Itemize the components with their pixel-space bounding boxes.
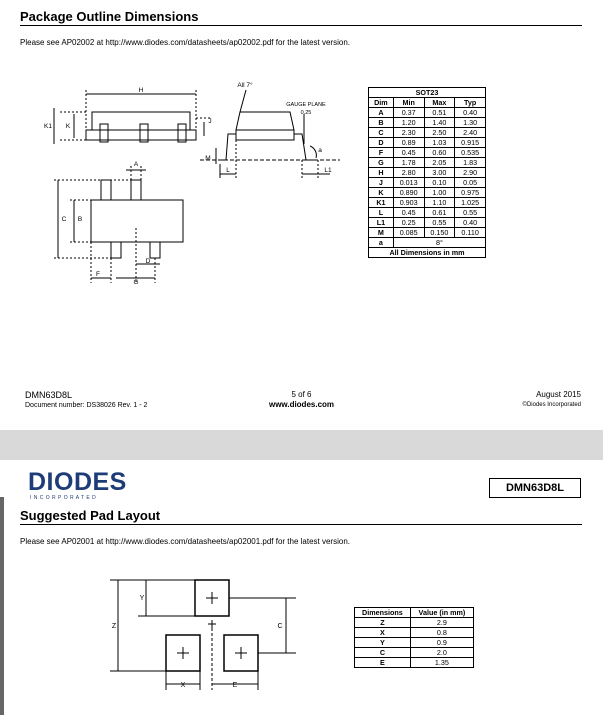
dim-value: 1.20 [393,118,424,128]
title-rule-2 [20,524,582,525]
table-footer-row [369,248,486,258]
table-row [369,108,486,118]
dim-value: 2.9 [410,618,473,628]
dim-value: 0.60 [424,148,455,158]
package-outline-drawing [40,78,350,288]
dim-value: 8° [393,238,485,248]
dim-label-l1: L1 [324,167,332,174]
pad-label-e: E [232,682,238,689]
dim-symbol: Z [355,618,411,628]
pad-label-z: Z [111,623,117,630]
logo-wordmark: DIODES [28,468,127,496]
col-header: Value (in mm) [410,608,473,618]
table-row [369,208,486,218]
table-row [355,658,474,668]
pad-label-x: X [180,682,186,689]
dim-value: 1.10 [424,198,455,208]
angle-note: All 7° [237,82,253,89]
table-row [355,618,474,628]
dim-symbol: E [355,658,411,668]
dim-value: 1.025 [455,198,486,208]
dim-value: 1.03 [424,138,455,148]
table-row [369,178,486,188]
dim-label-c: C [61,216,67,223]
dim-symbol: K1 [369,198,394,208]
dim-label-alpha: a [318,147,322,154]
title-rule [20,25,582,26]
col-header: Dim [369,98,394,108]
dim-value: 2.90 [455,168,486,178]
dim-value: 0.25 [393,218,424,228]
dim-value: 0.915 [455,138,486,148]
dim-value: 2.80 [393,168,424,178]
footer-url: www.diodes.com [268,400,335,409]
dim-symbol: J [369,178,394,188]
table-row [369,158,486,168]
dim-value: 1.30 [455,118,486,128]
diodes-logo [26,466,146,502]
dim-value: 2.30 [393,128,424,138]
dim-value: 0.45 [393,148,424,158]
dim-value: 2.40 [455,128,486,138]
pad-layout-drawing [100,570,300,700]
table-row [369,138,486,148]
section-title-pad-layout: Suggested Pad Layout [20,508,161,523]
table-row [369,168,486,178]
dim-symbol: C [355,648,411,658]
dim-value: 0.975 [455,188,486,198]
sot23-dimensions-table [368,87,486,258]
pad-label-y: Y [139,595,145,602]
table-row [355,648,474,658]
dim-label-h: H [138,87,144,94]
dim-value: 0.55 [424,218,455,228]
dim-symbol: a [369,238,394,248]
dim-value: 0.903 [393,198,424,208]
dim-value: 0.10 [424,178,455,188]
left-margin-bar [0,497,4,715]
dim-value: 1.40 [424,118,455,128]
dim-value: 2.50 [424,128,455,138]
dim-value: 1.83 [455,158,486,168]
table-row [369,118,486,128]
dim-label-b: B [77,216,83,223]
dim-value: 0.085 [393,228,424,238]
dim-value: 0.05 [455,178,486,188]
footer-docnum: Document number: DS38026 Rev. 1 - 2 [25,402,148,409]
table-title: SOT23 [369,88,486,98]
dim-value: 2.0 [410,648,473,658]
dim-symbol: D [369,138,394,148]
dim-label-l: L [226,167,230,174]
dim-label-g: G [133,279,139,286]
dim-symbol: Y [355,638,411,648]
col-header: Min [393,98,424,108]
footer-date: August 2015 [536,390,581,399]
dim-value: 0.8 [410,628,473,638]
dim-value: 0.9 [410,638,473,648]
col-header: Max [424,98,455,108]
package-note: Please see AP02002 at http://www.diodes.com/datasheets/ap02002.pdf for the latest version. [20,38,350,47]
table-row [355,628,474,638]
table-row-alpha [369,238,486,248]
dim-symbol: H [369,168,394,178]
dim-label-k1: K1 [44,123,52,130]
col-header: Typ [455,98,486,108]
dim-symbol: G [369,158,394,168]
table-row [369,228,486,238]
dim-symbol: A [369,108,394,118]
footer-copyright: ©Diodes Incorporated [522,402,581,408]
dim-value: 3.00 [424,168,455,178]
dim-value: 0.013 [393,178,424,188]
pad-dimensions-table [354,607,474,668]
table-row [369,148,486,158]
dim-value: 0.110 [455,228,486,238]
dim-value: 0.55 [455,208,486,218]
dim-value: 0.40 [455,218,486,228]
gauge-plane-value: 0.25 [300,110,312,116]
dim-symbol: L [369,208,394,218]
dim-value: 0.51 [424,108,455,118]
dim-value: 0.89 [393,138,424,148]
dim-value: 0.40 [455,108,486,118]
table-row [369,218,486,228]
dim-label-d: D [145,258,151,265]
pad-note: Please see AP02001 at http://www.diodes.com/datasheets/ap02001.pdf for the latest version. [20,537,350,546]
page-divider [0,430,603,460]
dim-label-f: F [96,271,100,278]
dim-symbol: M [369,228,394,238]
dim-value: 1.78 [393,158,424,168]
dim-symbol: C [369,128,394,138]
dim-symbol: X [355,628,411,638]
dim-value: 2.05 [424,158,455,168]
gauge-plane-label: GAUGE PLANE [286,102,326,108]
dim-symbol: K [369,188,394,198]
dim-symbol: B [369,118,394,128]
dim-label-m: M [205,155,211,162]
dim-value: 0.535 [455,148,486,158]
dim-label-a: A [133,161,139,168]
dim-symbol: L1 [369,218,394,228]
dim-value: 0.45 [393,208,424,218]
footer-page: 5 of 6 [291,390,312,399]
dim-symbol: F [369,148,394,158]
dim-value: 0.890 [393,188,424,198]
dim-label-k: K [65,123,71,130]
pad-label-c: C [277,623,283,630]
dim-value: 1.00 [424,188,455,198]
table-footer: All Dimensions in mm [369,248,486,258]
footer-part: DMN63D8L [25,390,73,400]
table-row [369,128,486,138]
dim-value: 1.35 [410,658,473,668]
logo-subtext: I N C O R P O R A T E D [30,495,97,501]
section-title-package-outline: Package Outline Dimensions [20,9,199,24]
table-row [369,198,486,208]
table-row [355,638,474,648]
col-header: Dimensions [355,608,411,618]
dim-value: 0.61 [424,208,455,218]
dim-label-j: J [208,118,212,125]
dim-value: 0.37 [393,108,424,118]
part-number-box: DMN63D8L [489,478,581,498]
dim-value: 0.150 [424,228,455,238]
table-row [369,188,486,198]
